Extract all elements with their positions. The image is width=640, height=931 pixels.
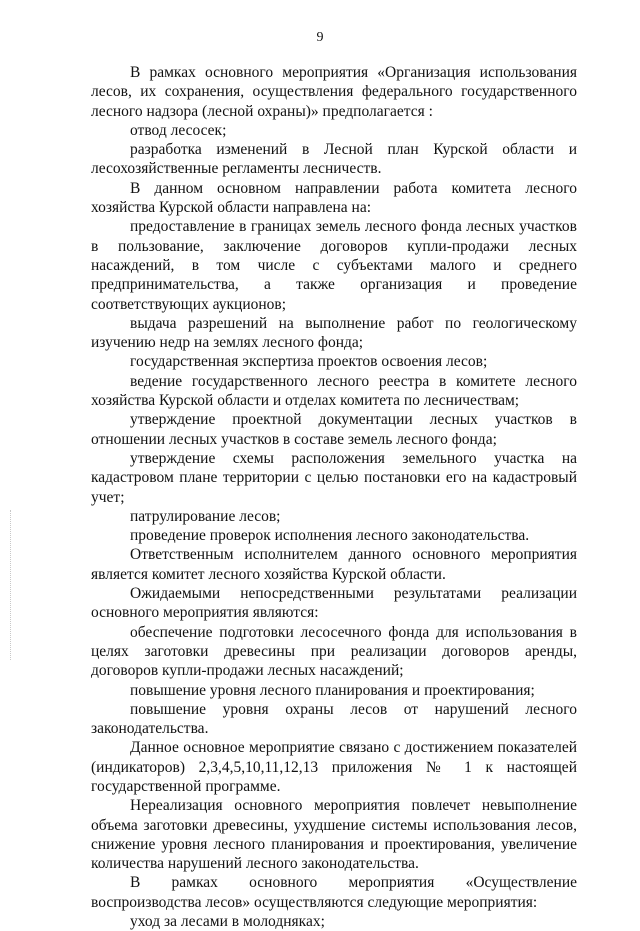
list-item: проведение проверок исполнения лесного законодательства. [130,527,530,545]
document-body [91,63,577,931]
page-number: 9 [316,30,324,45]
list-item: отвод лесосек; [130,121,227,139]
list-item: повышение уровня охраны лесов от нарушений лесного законодательства. [91,700,577,738]
list-item: утверждение схемы расположения земельного участка на кадастровом плане территории с целью постановки его на кадастровый учет; [91,449,577,506]
paragraph: В рамках основного мероприятия «Организация использования лесов, их сохранения, осуществления федерального государственного лесного надзора (лесной охраны)» предполагается : [91,64,577,120]
list-item: патрулирование лесов; [130,507,281,525]
paragraph: В рамках основного мероприятия «Осуществление воспроизводства лесов» осуществляются следующие мероприятия: [91,874,577,911]
paragraph: Ожидаемыми непосредственными результатами реализации основного мероприятия являются: [91,585,577,622]
list-item: уход за лесами в молодняках; [130,913,325,931]
list-item: государственная экспертиза проектов освоения лесов; [130,353,488,371]
list-item: ведение государственного лесного реестра в комитете лесного хозяйства Курской области и отделах комитета по лесничествам; [91,372,577,410]
list-item: разработка изменений в Лесной план Курской области и лесохозяйственные регламенты лесничеств. [91,141,577,178]
list-item: повышение уровня лесного планирования и проектирования; [130,681,535,699]
list-item: утверждение проектной документации лесных участков в отношении лесных участков в составе земель лесного фонда; [91,411,577,448]
list-item: обеспечение подготовки лесосечного фонда для использования в целях заготовки древесины при реализации договоров аренды, договоров купли-продажи лесных насаждений; [91,623,577,680]
list-item: выдача разрешений на выполнение работ по геологическому изучению недр на землях лесного фонда; [91,314,577,352]
paragraph: Данное основное мероприятие связано с достижением показателей (индикаторов) 2,3,4,5,10,11,12,13 приложения № 1 к настоящей государственной программе. [91,739,577,795]
paragraph: Ответственным исполнителем данного основного мероприятия является комитет лесного хозяйства Курской области. [91,546,577,583]
scan-edge-mark [10,510,12,660]
paragraph: Нереализация основного мероприятия повлечет невыполнение объема заготовки древесины, ухудшение системы использования лесов, снижение уровня лесного планирования и проектирования, увеличение количества нарушений лесного законодательства. [91,797,577,873]
list-item: предоставление в границах земель лесного фонда лесных участков в пользование, заключение договоров купли-продажи лесных насаждений, в том числе с субъектами малого и среднего предпринимательства, а также организация и проведение соответствующих аукционов; [91,218,577,313]
paragraph: В данном основном направлении работа комитета лесного хозяйства Курской области направлена на: [91,179,577,217]
